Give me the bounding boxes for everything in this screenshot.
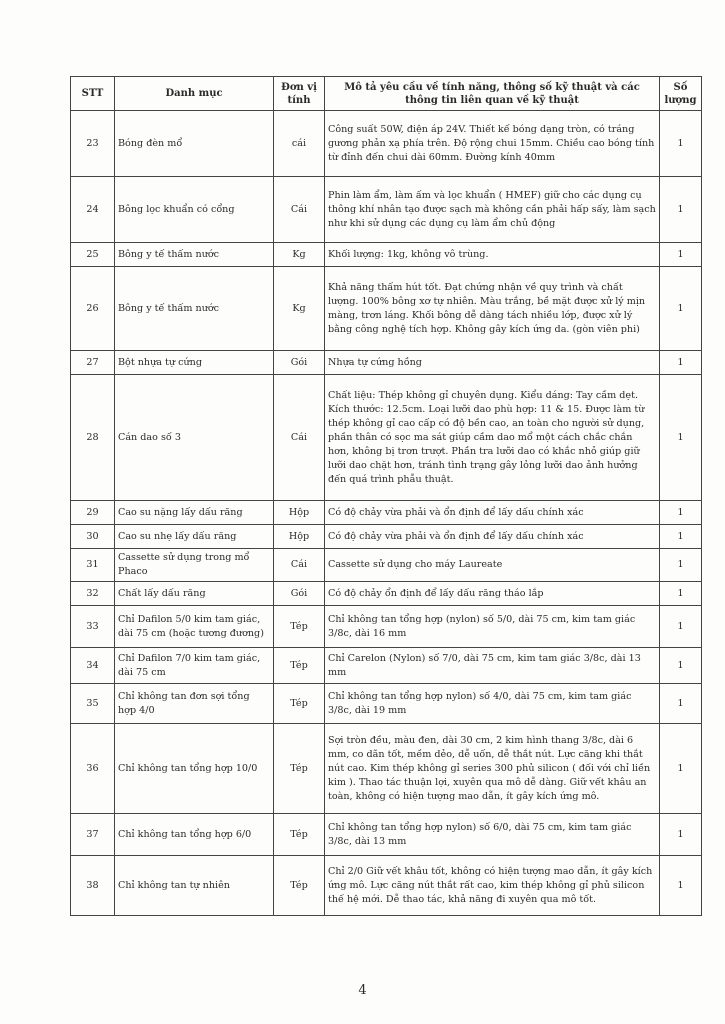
cell-description: Nhựa tự cứng hồng	[325, 351, 660, 375]
table-row	[71, 606, 702, 648]
table-row	[71, 856, 702, 916]
cell-description: Khối lượng: 1kg, không vô trùng.	[325, 243, 660, 267]
cell-quantity: 1	[660, 582, 702, 606]
cell-name: Bông lọc khuẩn có cổng	[115, 177, 274, 243]
cell-name: Bông y tế thấm nước	[115, 267, 274, 351]
cell-name: Chỉ Dafilon 7/0 kim tam giác, dài 75 cm	[115, 648, 274, 684]
cell-quantity: 1	[660, 111, 702, 177]
cell-name: Bóng đèn mổ	[115, 111, 274, 177]
cell-description: Chỉ Carelon (Nylon) số 7/0, dài 75 cm, kim tam giác 3/8c, dài 13 mm	[325, 648, 660, 684]
header-description: Mô tả yêu cầu về tính năng, thông số kỹ thuật và các thông tin liên quan về kỹ thuật	[325, 77, 660, 111]
table-row	[71, 814, 702, 856]
cell-stt: 29	[71, 501, 115, 525]
cell-description: Sợi tròn đều, màu đen, dài 30 cm, 2 kim hình thang 3/8c, dài 6 mm, co dãn tốt, mềm dẻo, dễ uốn, dễ thắt nút. Lực căng khi thắt nút cao. Kim thép không gỉ series 300 phủ silicon ( đối với chỉ liền kim ). Thao tác thuận lợi, xuyên qua mô dễ dàng. Giữ vết khâu an toàn, không có hiện tượng mao dẫn, ít gây kích ứng mô.	[325, 724, 660, 814]
cell-stt: 32	[71, 582, 115, 606]
page-number: 4	[358, 983, 367, 998]
table-row	[71, 724, 702, 814]
table-row	[71, 684, 702, 724]
cell-stt: 25	[71, 243, 115, 267]
cell-description: Công suất 50W, điện áp 24V. Thiết kế bóng dạng tròn, có tráng gương phản xạ phía trên. Độ rộng chui 15mm. Chiều cao bóng tính từ đỉnh đến chui dài 60mm. Đường kính 40mm	[325, 111, 660, 177]
cell-name: Bột nhựa tự cứng	[115, 351, 274, 375]
cell-stt: 30	[71, 525, 115, 549]
cell-description: Chỉ không tan tổng hợp nylon) số 4/0, dài 75 cm, kim tam giác 3/8c, dài 19 mm	[325, 684, 660, 724]
cell-name: Bông y tế thấm nước	[115, 243, 274, 267]
cell-description: Khả năng thấm hút tốt. Đạt chứng nhận về quy trình và chất lượng. 100% bông xơ tự nhiên. Màu trắng, bề mặt được xử lý mịn màng, trơn láng. Khối bông dễ dàng tách nhiều lớp, được xử lý bằng công nghệ tích hợp. Không gây kích ứng da. (gòn viên phi)	[325, 267, 660, 351]
cell-stt: 27	[71, 351, 115, 375]
cell-description: Cassette sử dụng cho máy Laureate	[325, 549, 660, 582]
cell-quantity: 1	[660, 525, 702, 549]
cell-quantity: 1	[660, 648, 702, 684]
cell-quantity: 1	[660, 549, 702, 582]
header-stt: STT	[71, 77, 115, 111]
cell-name: Chỉ không tan tổng hợp 6/0	[115, 814, 274, 856]
cell-unit: cái	[274, 111, 325, 177]
cell-stt: 24	[71, 177, 115, 243]
cell-unit: Gói	[274, 351, 325, 375]
cell-stt: 35	[71, 684, 115, 724]
cell-quantity: 1	[660, 177, 702, 243]
cell-quantity: 1	[660, 501, 702, 525]
cell-unit: Cái	[274, 549, 325, 582]
table-row	[71, 351, 702, 375]
cell-stt: 37	[71, 814, 115, 856]
cell-unit: Kg	[274, 267, 325, 351]
table-row	[71, 111, 702, 177]
cell-description: Chất liệu: Thép không gỉ chuyên dụng. Kiểu dáng: Tay cầm dẹt. Kích thước: 12.5cm. Loại lưỡi dao phù hợp: 11 & 15. Được làm từ thép không gỉ cao cấp có độ bền cao, an toàn cho người sử dụng, phần thân có sọc ma sát giúp cầm dao mổ một cách chắc chắn hơn, không bị trơn trượt. Phần tra lưỡi dao có khắc nhỏ giúp giữ lưỡi dao chặt hơn, tránh tình trạng gây lỏng lưỡi dao ảnh hưởng đến quá trình phẫu thuật.	[325, 375, 660, 501]
cell-stt: 26	[71, 267, 115, 351]
cell-name: Cassette sử dụng trong mổ Phaco	[115, 549, 274, 582]
cell-quantity: 1	[660, 856, 702, 916]
cell-unit: Tép	[274, 684, 325, 724]
cell-description: Chỉ 2/0 Giữ vết khâu tốt, không có hiện tượng mao dẫn, ít gây kích ứng mô. Lực căng nút thắt rất cao, kim thép không gỉ phủ silicon thế hệ mới. Dễ thao tác, khả năng đi xuyên qua mô tốt.	[325, 856, 660, 916]
cell-name: Chất lấy dấu răng	[115, 582, 274, 606]
table-row	[71, 243, 702, 267]
cell-unit: Tép	[274, 648, 325, 684]
cell-stt: 31	[71, 549, 115, 582]
cell-unit: Tép	[274, 814, 325, 856]
specification-table	[70, 76, 702, 916]
cell-unit: Tép	[274, 856, 325, 916]
cell-quantity: 1	[660, 267, 702, 351]
cell-unit: Hộp	[274, 501, 325, 525]
cell-unit: Cái	[274, 177, 325, 243]
table-row	[71, 582, 702, 606]
cell-stt: 28	[71, 375, 115, 501]
table-row	[71, 267, 702, 351]
table-row	[71, 501, 702, 525]
cell-name: Cao su nhẹ lấy dấu răng	[115, 525, 274, 549]
cell-description: Chỉ không tan tổng hợp nylon) số 6/0, dài 75 cm, kim tam giác 3/8c, dài 13 mm	[325, 814, 660, 856]
cell-description: Phin làm ẩm, làm ấm và lọc khuẩn ( HMEF) giữ cho các dụng cụ thông khí nhân tạo được sạch mà không cần phải hấp sấy, làm sạch như khi sử dụng các dụng cụ làm ẩm chủ động	[325, 177, 660, 243]
cell-quantity: 1	[660, 724, 702, 814]
cell-description: Chỉ không tan tổng hợp (nylon) số 5/0, dài 75 cm, kim tam giác 3/8c, dài 16 mm	[325, 606, 660, 648]
cell-name: Chỉ không tan đơn sợi tổng hợp 4/0	[115, 684, 274, 724]
header-unit: Đơn vị tính	[274, 77, 325, 111]
cell-unit: Tép	[274, 724, 325, 814]
table-row	[71, 177, 702, 243]
cell-unit: Tép	[274, 606, 325, 648]
cell-name: Cao su nặng lấy dấu răng	[115, 501, 274, 525]
cell-quantity: 1	[660, 375, 702, 501]
cell-description: Có độ chảy vừa phải và ổn định để lấy dấu chính xác	[325, 501, 660, 525]
cell-unit: Cái	[274, 375, 325, 501]
cell-stt: 36	[71, 724, 115, 814]
cell-quantity: 1	[660, 351, 702, 375]
cell-unit: Kg	[274, 243, 325, 267]
cell-stt: 38	[71, 856, 115, 916]
cell-stt: 34	[71, 648, 115, 684]
cell-description: Có độ chảy vừa phải và ổn định để lấy dấu chính xác	[325, 525, 660, 549]
cell-description: Có độ chảy ổn định để lấy dấu răng tháo lắp	[325, 582, 660, 606]
cell-name: Chỉ Dafilon 5/0 kim tam giác, dài 75 cm (hoặc tương đương)	[115, 606, 274, 648]
header-quantity: Số lượng	[660, 77, 702, 111]
table-row	[71, 549, 702, 582]
cell-quantity: 1	[660, 243, 702, 267]
cell-unit: Hộp	[274, 525, 325, 549]
table-row	[71, 525, 702, 549]
cell-name: Chỉ không tan tự nhiên	[115, 856, 274, 916]
cell-name: Cán dao số 3	[115, 375, 274, 501]
cell-quantity: 1	[660, 684, 702, 724]
cell-unit: Gói	[274, 582, 325, 606]
table-row	[71, 648, 702, 684]
header-name: Danh mục	[115, 77, 274, 111]
cell-quantity: 1	[660, 814, 702, 856]
table-row	[71, 375, 702, 501]
table-header-row	[71, 77, 702, 111]
cell-name: Chỉ không tan tổng hợp 10/0	[115, 724, 274, 814]
cell-stt: 23	[71, 111, 115, 177]
cell-stt: 33	[71, 606, 115, 648]
cell-quantity: 1	[660, 606, 702, 648]
